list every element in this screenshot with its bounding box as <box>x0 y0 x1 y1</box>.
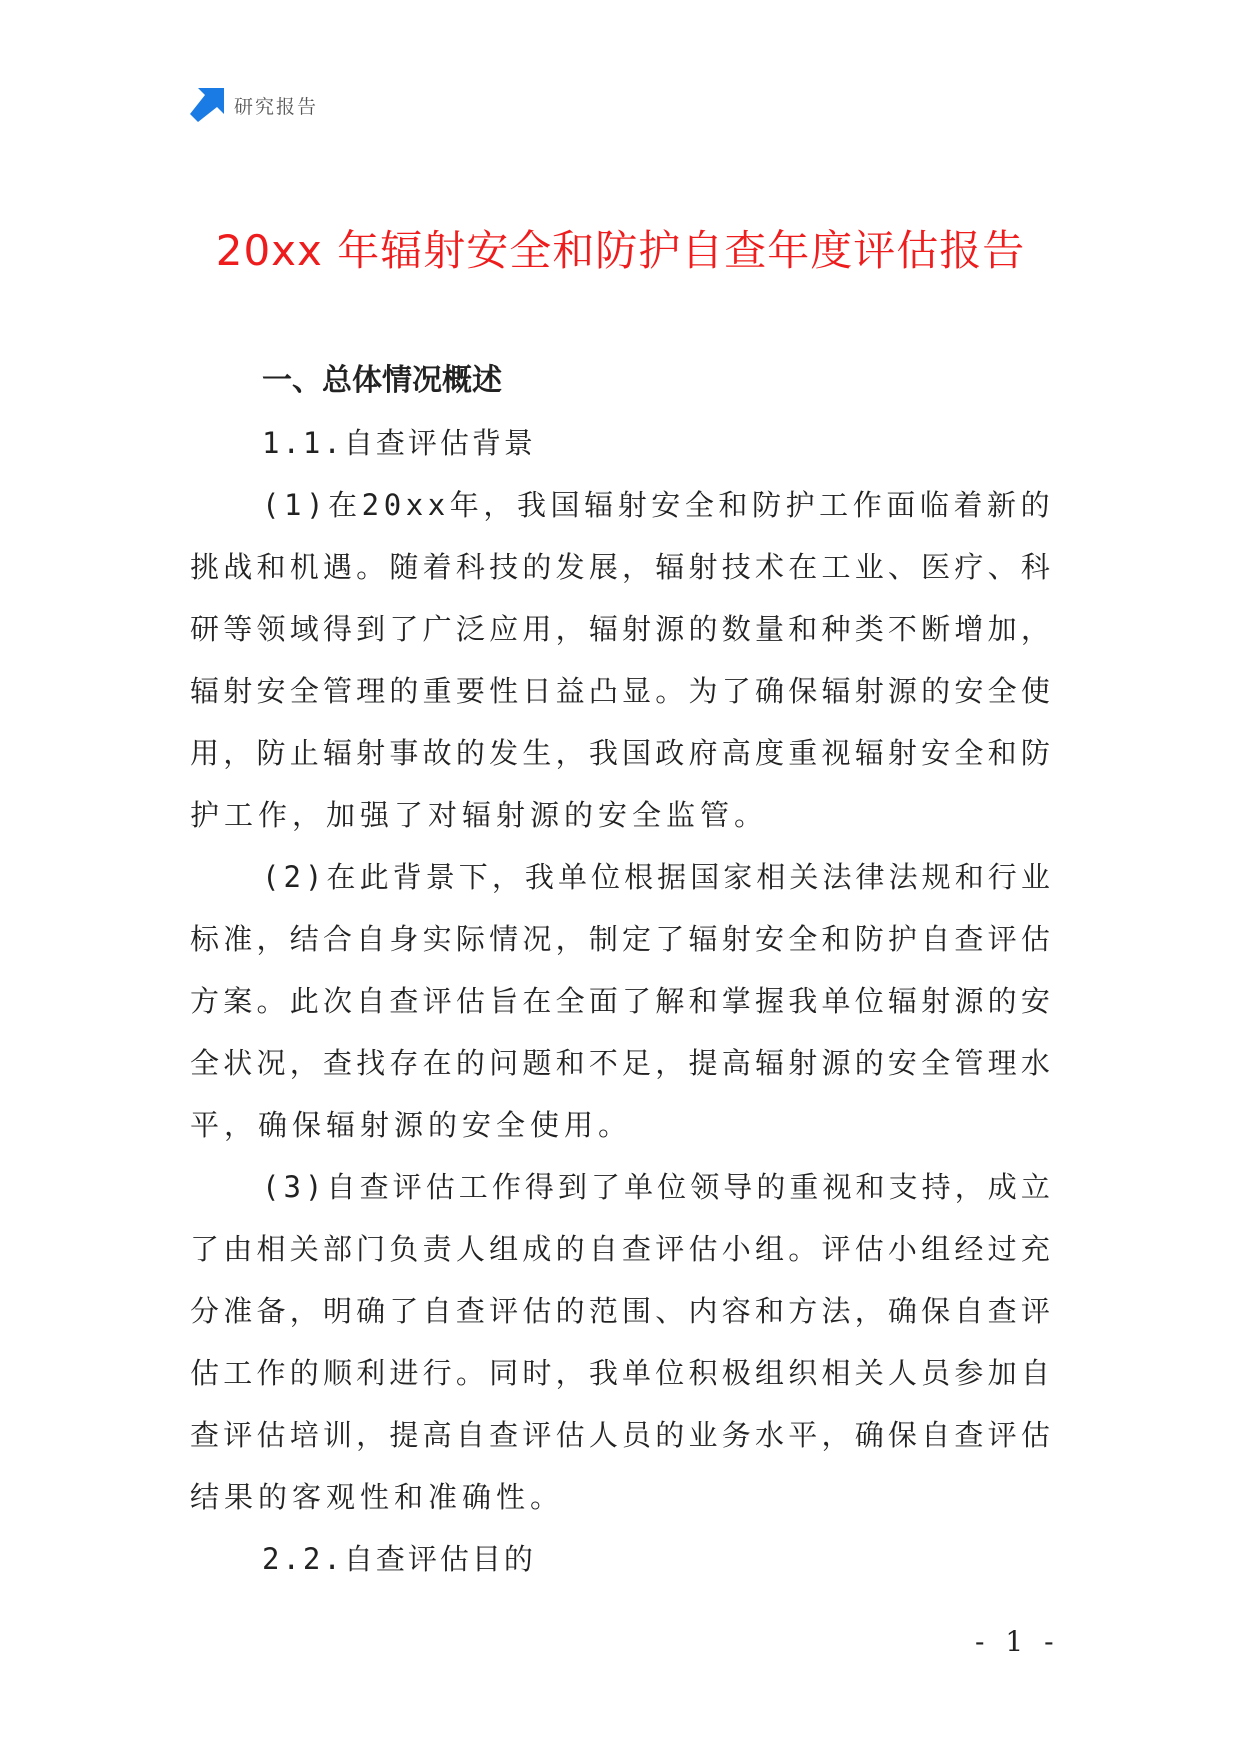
paragraph-line: 全 状 况 ， 查 找 存 在 的 问 题 和 不 足 ， 提 高 辐 射 源 的 安 全 管 理 水 <box>190 1046 1050 1080</box>
document-body <box>190 350 1050 1590</box>
paragraph-line: 辐 射 安 全 管 理 的 重 要 性 日 益 凸 显 。 为 了 确 保 辐 射 源 的 安 全 使 <box>190 674 1050 708</box>
paragraph-line: 研 等 领 域 得 到 了 广 泛 应 用 ， 辐 射 源 的 数 量 和 种 类 不 断 增 加 ， <box>190 612 1050 646</box>
paragraph-line: 查 评 估 培 训 ， 提 高 自 查 评 估 人 员 的 业 务 水 平 ， 确 保 自 查 评 估 <box>190 1418 1050 1452</box>
arrow-up-right-icon <box>190 88 224 122</box>
page-number: - 1 - <box>975 1625 1060 1658</box>
paragraph-line: 用 ， 防 止 辐 射 事 故 的 发 生 ， 我 国 政 府 高 度 重 视 辐 射 安 全 和 防 <box>190 736 1050 770</box>
paragraph-line: 护工作，加强了对辐射源的安全监管。 <box>190 798 769 832</box>
paragraph-line: 平，确保辐射源的安全使用。 <box>190 1108 633 1142</box>
paragraph-line: 估 工 作 的 顺 利 进 行 。 同 时 ， 我 单 位 积 极 组 织 相 关 人 员 参 加 自 <box>190 1356 1050 1390</box>
document-header <box>190 88 318 122</box>
paragraph-line: ( 1 ) 在 2 0 x x 年 ， 我 国 辐 射 安 全 和 防 护 工 作 面 临 着 新 的 <box>262 488 1050 522</box>
document-title: 20xx 年辐射安全和防护自查年度评估报告 <box>215 226 1026 275</box>
paragraph-line: 结果的客观性和准确性。 <box>190 1480 565 1514</box>
paragraph <box>190 1156 1050 1528</box>
paragraph-line: 了 由 相 关 部 门 负 责 人 组 成 的 自 查 评 估 小 组 。 评 估 小 组 经 过 充 <box>190 1232 1050 1266</box>
subsection-heading: 2.2.自查评估目的 <box>262 1542 536 1576</box>
subsection-heading: 1.1.自查评估背景 <box>262 426 536 460</box>
paragraph <box>190 474 1050 846</box>
paragraph-line: 分 准 备 ， 明 确 了 自 查 评 估 的 范 围 、 内 容 和 方 法 ， 确 保 自 查 评 <box>190 1294 1050 1328</box>
paragraph-line: ( 2 ) 在 此 背 景 下 ， 我 单 位 根 据 国 家 相 关 法 律 法 规 和 行 业 <box>262 860 1050 894</box>
paragraph-line: 标 准 ， 结 合 自 身 实 际 情 况 ， 制 定 了 辐 射 安 全 和 防 护 自 查 评 估 <box>190 922 1050 956</box>
paragraph <box>190 846 1050 1156</box>
paragraph-line: 方 案 。 此 次 自 查 评 估 旨 在 全 面 了 解 和 掌 握 我 单 位 辐 射 源 的 安 <box>190 984 1050 1018</box>
section-heading: 一、总体情况概述 <box>262 363 502 398</box>
paragraph-line: ( 3 ) 自 查 评 估 工 作 得 到 了 单 位 领 导 的 重 视 和 支 持 ， 成 立 <box>262 1170 1050 1204</box>
header-label: 研究报告 <box>234 95 319 118</box>
paragraph-line: 挑 战 和 机 遇 。 随 着 科 技 的 发 展 ， 辐 射 技 术 在 工 业 、 医 疗 、 科 <box>190 550 1050 584</box>
